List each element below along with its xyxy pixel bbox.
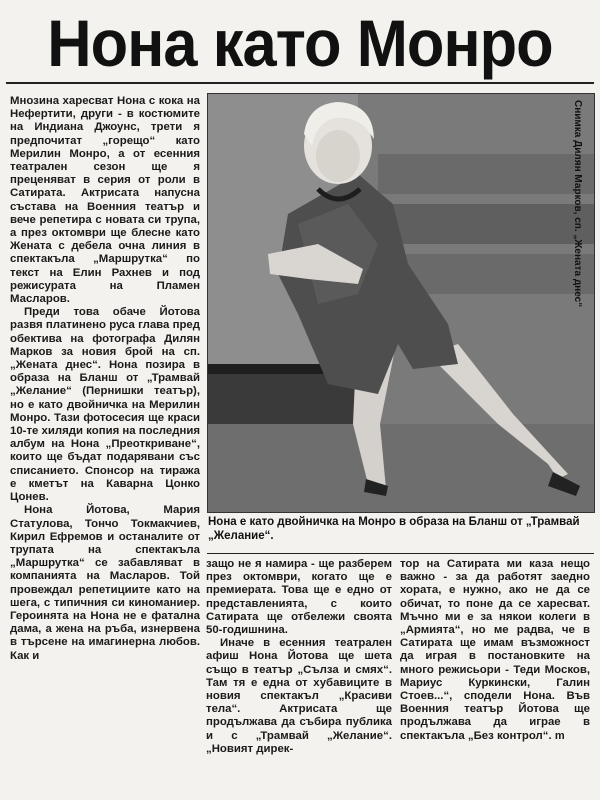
paragraph-text: тор на Сатирата ми каза нещо важно - за да работят заедно хората, е нужно, ако не да се обичат, то поне да се харесват. Мъчно ми е за някои колеги в „Армията“, но ме радва, че в Сатирата ще имам възможност да играя в постановките на много режисьори - Теди Москов, Мариус Куркински, Галин Стоев...“, сподели Нона. Във Военния театър Йотова ще продължава да играе в спектакъла „Без контрол“.: [400, 558, 590, 742]
article-column-right: [400, 558, 590, 794]
photo-illustration: [208, 94, 594, 512]
paragraph: Мнозина харесват Нона с кока на Нефертити, други - в костюмите на Индиана Джоунс, трети я предпочитат „горещо“ като Мерилин Монро, а от есенния театрален сезон ще я преценяват в серия от роли в Сатирата. Актрисата напусна състава на Военния театър и вече репетира с новата си трупа, а през октомври ще блесне като Жената с дебела очна линия в спектакъла „Маршрутка“ по текст на Елин Рахнев и под режисурата на Пламен Масларов.: [10, 95, 200, 306]
caption-rule: [207, 553, 594, 554]
paragraph: Преди това обаче Йотова развя платинено руса глава пред обектива на фотографа Дилян Марков за новия брой на сп. „Жената днес“. Нона позира в образа на Бланш от „Трамвай „Желание“ (Пернишки театър), но е като двойничка на Мерилин Монро. Тази фотосесия ще краси 10-те хиляди копия на последния албум на Нона „Преоткриване“, които ще бъдат подарявани със списанието. Спонсор на тиража е кметът на Каварна Цонко Цонев.: [10, 306, 200, 504]
photo-credit: Снимка Дилян Марков, сп. „Жената днес“: [572, 100, 583, 308]
photo-nona-as-monroe: [207, 93, 595, 513]
paragraph: защо не я намира - ще разберем през октомври, когато ще е премиерата. Това ще е едно от представленията, с които Сатирата ще отбележи своята 50-годишнина.: [206, 558, 392, 637]
paragraph: Нона Йотова, Мария Статулова, Тончо Токмакчиев, Кирил Ефремов и останалите от трупата на спектакъла „Маршрутка“ се забавляват в компанията на Масларов. Той провеждал репетициите като на шега, с типичния си киноманиер. Героинята на Нона не е фатална дама, а жена на ръба, изнервена в търсене на имагинерна любов. Как и: [10, 504, 200, 662]
top-rule: [6, 82, 594, 84]
article-column-middle: [206, 558, 392, 794]
article-column-left: [10, 95, 200, 795]
end-mark: m: [554, 729, 565, 742]
photo-caption: Нона е като двойничка на Монро в образа на Бланш от „Трамвай „Желание“.: [208, 516, 580, 542]
paragraph: Иначе в есенния театрален афиш Нона Йотова ще шета също в театър „Сълза и смях“. Там тя е една от хубавиците в новия спектакъл „Красиви тела“. Актрисата ще продължава да събира публика и с „Трамвай „Желание“. „Новият дирек-: [206, 637, 392, 755]
paragraph: [400, 558, 590, 743]
headline: Нона като Монро: [47, 6, 553, 80]
